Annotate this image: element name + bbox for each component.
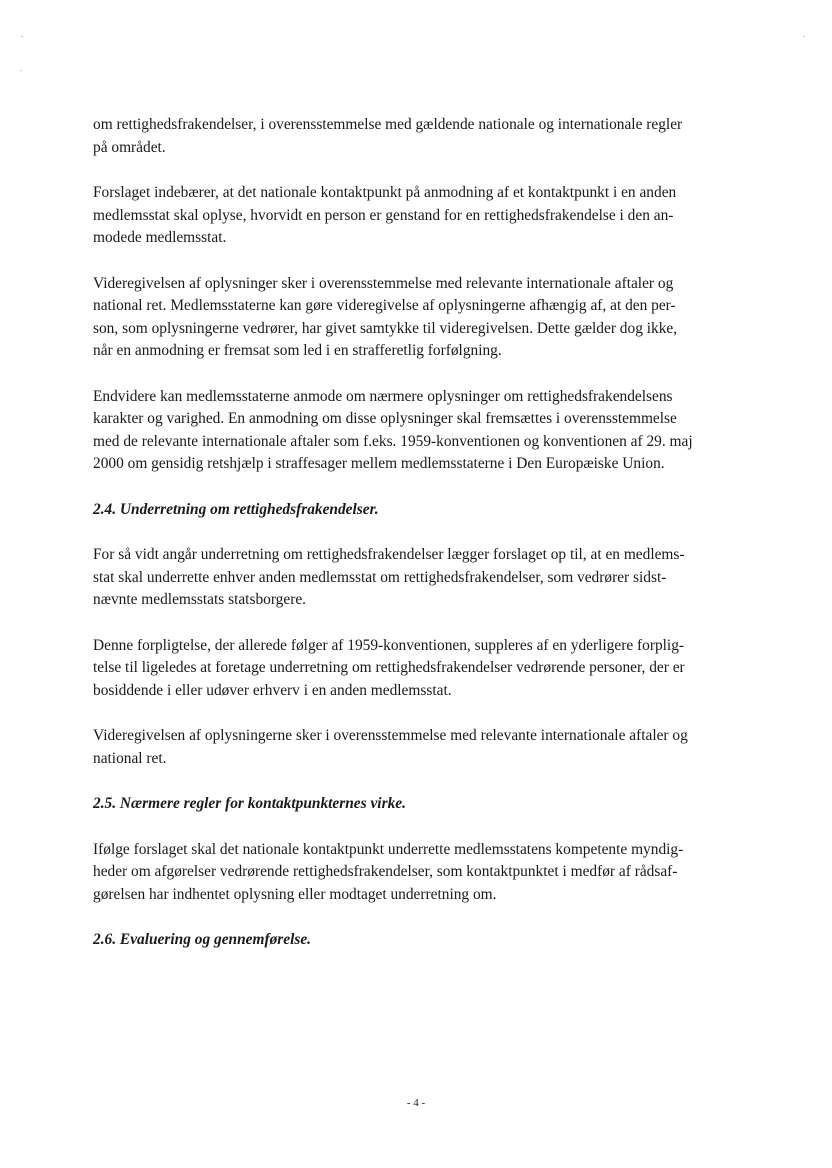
paragraph: Forslaget indebærer, at det nationale kontaktpunkt på anmodning af et kontaktpunkt i en anden medlemsstat skal oplyse, hvorvidt en person er genstand for en rettighedsfrakendelse i den an- modede medlemsstat. xyxy=(93,184,677,246)
paragraph: Videregivelsen af oplysninger sker i overensstemmelse med relevante internationale aftaler og national ret. Medlemsstaterne kan gøre videregivelse af oplysningerne afhængig af, at den per- son, som oplysningerne vedrører, har givet samtykke til videregivelsen. Dette gælder dog ikke, når en anmodning er fremsat som led i en strafferetlig forfølgning. xyxy=(93,274,678,359)
section-heading: 2.4. Underretning om rettighedsfrakendelser. xyxy=(93,500,379,518)
section-heading: 2.6. Evaluering og gennemførelse. xyxy=(93,931,312,948)
paragraph: Denne forpligtelse, der allerede følger af 1959-konventionen, suppleres af en yderligere forplig- telse til ligeledes at foretage underretning om rettighedsfrakendelser vedrørende personer, der er bosiddende i eller udøver erhverv i en anden medlemsstat. xyxy=(93,636,685,699)
paragraph: Videregivelsen af oplysningerne sker i overensstemmelse med relevante internationale aftaler og national ret. xyxy=(93,727,688,767)
paragraph: Endvidere kan medlemsstaterne anmode om nærmere oplysninger om rettighedsfrakendelsens karakter og varighed. En anmodning om disse oplysninger skal fremsættes i overensstemmelse med de relevante internationale aftaler som f.eks. 1959-konventionen og konventionen af 29. maj 2000 om gensidig retshjælp i straffesager mellem medlemsstaterne i Den Europæiske Union. xyxy=(93,387,693,472)
scan-speck xyxy=(803,36,805,37)
paragraph: For så vidt angår underretning om rettighedsfrakendelser lægger forslaget op til, at en medlems- stat skal underrette enhver anden medlemsstat om rettighedsfrakendelser, som vedrører sidst- nævnte medlemsstats statsborgere. xyxy=(93,546,685,608)
scan-speck xyxy=(20,70,22,71)
document-page xyxy=(93,114,753,952)
paragraph: om rettighedsfrakendelser, i overensstemmelse med gældende nationale og internationale regler på området. xyxy=(93,116,683,156)
page-number: - 4 - xyxy=(406,1097,426,1109)
scan-speck xyxy=(21,36,23,37)
section-heading: 2.5. Nærmere regler for kontaktpunkternes virke. xyxy=(93,795,406,812)
paragraph: Ifølge forslaget skal det nationale kontaktpunkt underrette medlemsstatens kompetente myndig- heder om afgørelser vedrørende rettighedsfrakendelser, som kontaktpunktet i medfør af rådsaf- gørelsen har indhentet oplysning eller modtaget underretning om. xyxy=(93,840,684,903)
